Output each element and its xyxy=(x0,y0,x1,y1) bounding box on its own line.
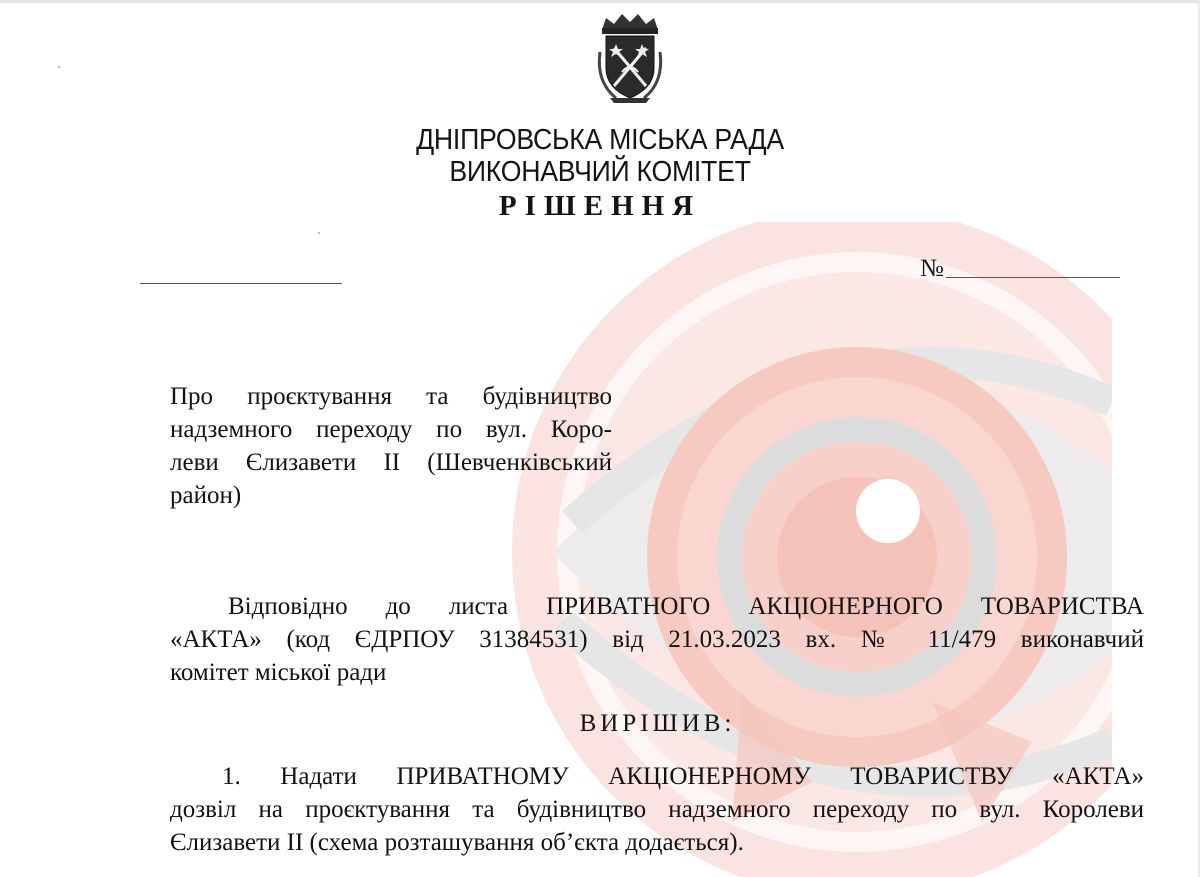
preamble-paragraph xyxy=(170,590,1144,689)
number-label: № xyxy=(920,255,944,282)
scan-speck xyxy=(58,66,60,68)
decision-title: РІШЕННЯ xyxy=(498,190,702,222)
dnipro-coat-of-arms-icon xyxy=(592,12,668,104)
decision-subject xyxy=(170,380,612,512)
committee-title: ВИКОНАВЧИЙ КОМІТЕТ xyxy=(449,156,751,188)
preamble-line: «АКТА» (код ЄДРПОУ 31384531) від 21.03.2023 вх. № 11/479 виконавчий xyxy=(170,626,1144,653)
resolved-heading: ВИРІШИВ: xyxy=(579,710,736,737)
subject-line: леви Єлизавети ІІ (Шевченківський xyxy=(170,449,612,476)
decision-item-1 xyxy=(170,760,1144,859)
subject-line: район) xyxy=(170,482,242,509)
preamble-line: комітет міської ради xyxy=(170,659,387,686)
item-line: дозвіл на проєктування та будівництво надземного переходу по вул. Королеви xyxy=(170,796,1144,823)
subject-line: надземного переходу по вул. Коро- xyxy=(170,416,612,443)
number-blank-line xyxy=(946,277,1120,278)
page-top-edge xyxy=(0,0,1200,3)
preamble-line: Відповідно до листа ПРИВАТНОГО АКЦІОНЕРНОГО ТОВАРИСТВА xyxy=(228,593,1144,620)
council-title: ДНІПРОВСЬКА МІСЬКА РАДА xyxy=(416,124,784,156)
scan-speck xyxy=(318,232,320,234)
subject-line: Про проєктування та будівництво xyxy=(170,383,612,410)
item-line: 1. Надати ПРИВАТНОМУ АКЦІОНЕРНОМУ ТОВАРИСТВУ «АКТА» xyxy=(222,763,1144,790)
item-line: Єлизавети ІІ (схема розташування об’єкта додається). xyxy=(170,829,744,856)
date-blank-line xyxy=(140,283,342,284)
